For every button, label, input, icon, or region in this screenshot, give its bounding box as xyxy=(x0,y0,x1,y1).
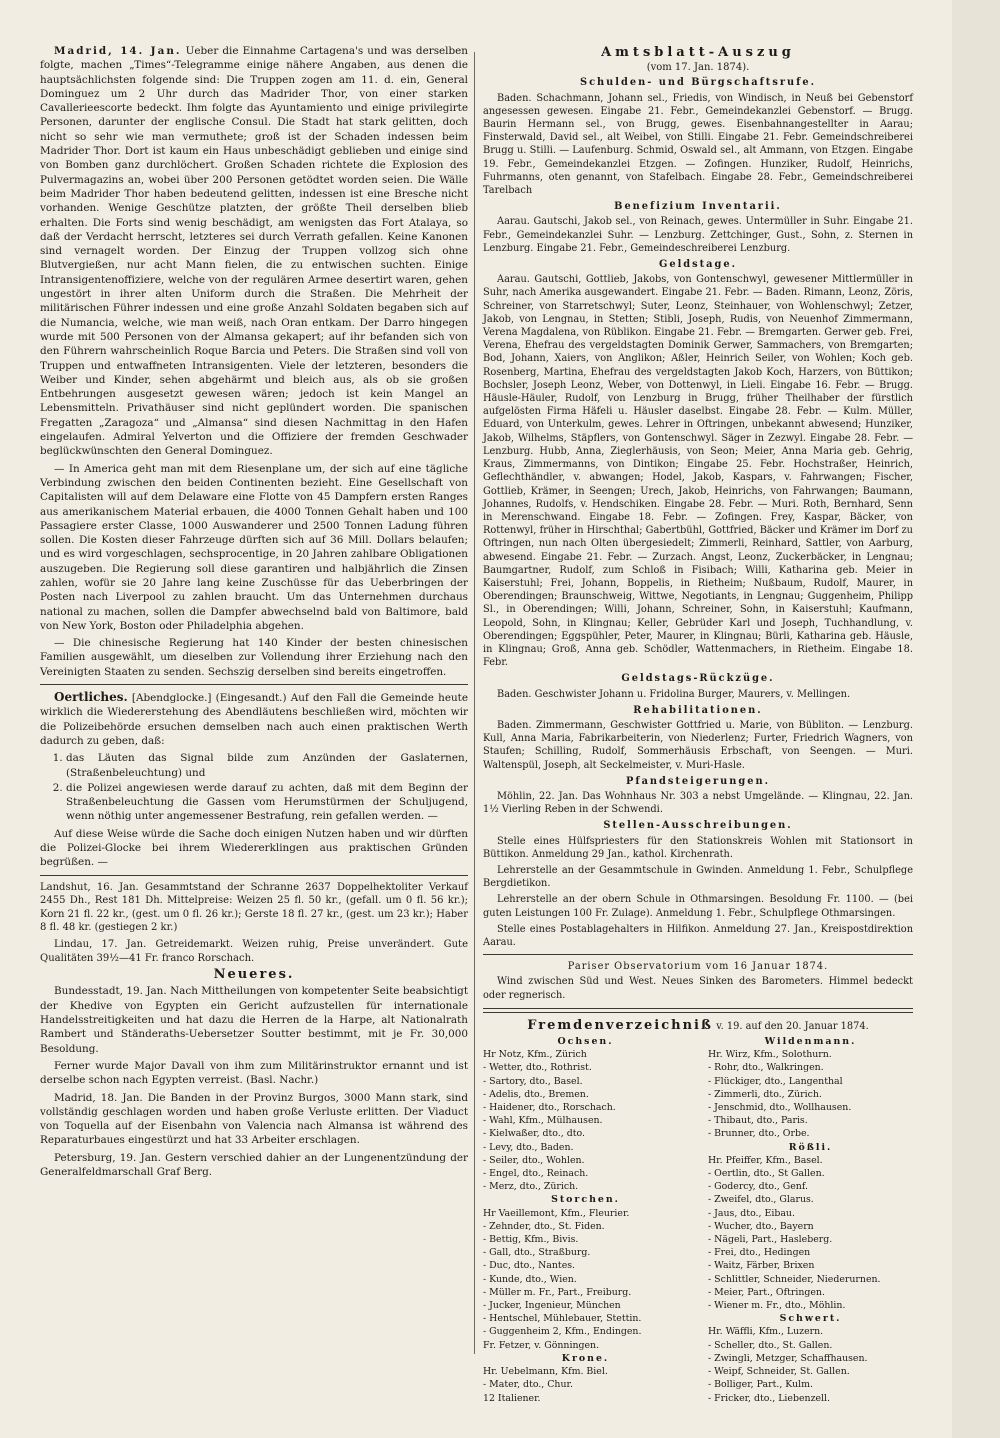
article-text: [Abendglocke.] (Eingesandt.) Auf den Fall die Gemeinde heute wirklich die Wiedererstehung des Abendläutens beschließen wird, möchten wir die Polizeibehörde ersuchen demselben nach auch einen praktischen Werth dadurch zu geben, daß: xyxy=(40,692,468,747)
stellen-item: Lehrerstelle an der obern Schule in Othmarsingen. Besoldung Fr. 1100. — (bei guten Leistungen 100 Fr. Zulage). Anmeldung 1. Febr., Schulpflege Othmarsingen. xyxy=(483,894,913,919)
stellen-item: Lehrerstelle an der Gesammtschule in Gwinden. Anmeldung 1. Febr., Schulpflege Bergdietikon. xyxy=(483,864,913,890)
guest-entry: - Schlittler, Schneider, Niederurnen. xyxy=(708,1273,881,1285)
news-item: Ferner wurde Major Davall von ihm zum Militärinstruktor ernannt und ist derselbe schon nach Egypten verreist. (Basl. Nachr.) xyxy=(40,1059,468,1087)
guest-entry: - Wucher, dto., Bayern xyxy=(708,1220,814,1232)
guest-entry: - Kunde, dto., Wien. xyxy=(483,1273,577,1285)
fremden-title: Fremdenverzeichniß xyxy=(527,1017,713,1033)
dateline: Madrid, 14. Jan. xyxy=(54,45,182,57)
observatory-title: Pariser Observatorium vom 16 Januar 1874. xyxy=(567,961,829,973)
guest-entry: - Wahl, Kfm., Mülhausen. xyxy=(483,1115,603,1127)
guest-entry: - Gall, dto., Straßburg. xyxy=(483,1247,591,1259)
guest-entry: - Zehnder, dto., St. Fiden. xyxy=(483,1220,605,1232)
guest-entry: Hr. Wäffli, Kfm., Luzern. xyxy=(708,1326,824,1338)
guest-entry: - Frei, dto., Hedingen xyxy=(708,1247,811,1259)
guest-entry: Hr Vaeillemont, Kfm., Fleurier. xyxy=(483,1207,630,1219)
hotel-name: Storchen. xyxy=(551,1194,620,1206)
rueckzuege-text: Baden. Geschwister Johann u. Fridolina Burger, Maurers, v. Mellingen. xyxy=(497,688,851,700)
hotel-name: Krone. xyxy=(561,1352,610,1364)
guest-entry: - Nägeli, Part., Hasleberg. xyxy=(708,1234,833,1246)
section-title-geldstage: Geldstage. xyxy=(658,259,738,271)
fremden-dates: v. 19. auf den 20. Januar 1874. xyxy=(716,1020,869,1032)
hotel-name: Schwert. xyxy=(779,1313,842,1325)
oertliches-list xyxy=(56,751,468,823)
section-title-pfand: Pfandsteigerungen. xyxy=(625,775,770,787)
guest-entry: - Hentschel, Mühlebauer, Stettin. xyxy=(483,1313,642,1325)
section-divider xyxy=(40,684,468,685)
guest-entry: - Bolliger, Part., Kulm. xyxy=(708,1379,814,1391)
hotel-name: Wildenmann. xyxy=(764,1036,857,1048)
news-item: Petersburg, 19. Jan. Gestern verschied dahier an der Lungenentzündung der Generalfeldmarschall Graf Berg. xyxy=(40,1151,468,1179)
fremden-heading xyxy=(483,1019,913,1033)
section-title-benefizium: Benefizium Inventarii. xyxy=(614,201,782,213)
guest-entry: - Guggenheim 2, Kfm., Endingen. xyxy=(483,1326,642,1338)
geldstage-text: Aarau. Gautschi, Gottlieb, Jakobs, von Gontenschwyl, gewesener Mittlermüller in Suhr, nach Amerika ausgewandert. Eingabe 21. Febr. — Baden. Rimann, Leonz, Zöris, Schreiner, von Starretschwyl; Suter, Leonz, Steinhauer, von Wohlenschwyl; Zetzer, Jakob, von Lengnau, in Stetten; Stibli, Joseph, Rudis, von Neuenhof Zimmermann, Verena Magdalena, von Rüblikon. Eingabe 21. Febr. — Bremgarten. Gerwer geb. Frei, Verena, Ehefrau des vergeldstagten Dominik Gerwer, Sammachers, von Bremgarten; Bod, Johann, Xaiers, von Anglikon; Aßler, Heinrich Seiler, von Wohlen; Koch geb. Rosenberg, Martina, Ehefrau des vergeldstagten Jakob Koch, Harzers, von Büttikon; Bochsler, Joseph Leonz, Weber, von Dottenwyl, in Lieli. Eingabe 16. Febr. — Brugg. Häusle-Häuler, Rudolf, von Lenzburg in Brugg, früher Theilhaber der fürstlich aufgelösten Firma Häfeli u. Häusler daselbst. Eingabe 28. Febr. — Kulm. Müller, Eduard, von Unterkulm, gewes. Lehrer in Oftringen, unbekannt abwesend; Hunziker, Jakob, Wilhelms, Stäpflers, von Gontenschwyl. Säger in Zezwyl. Eingabe 28. Febr. — Lenzburg. Hubb, Anna, Zieglerhäusis, von Seon; Meier, Anna Maria geb. Gehrig, Kraus, Zimmermanns, von Dintikon; Eingabe 25. Febr. Hochstraßer, Heinrich, Geflechthändler, v. abwangen; Hodel, Jakob, Kaspars, v. Fahrwangen; Fischer, Gottlieb, Krämer, in Seengen; Urech, Jakob, Heinrichs, von Fahrwangen; Baumann, Johannes, Rudolfs, v. Hendschiken. Eingabe 28. Febr. — Muri. Roth, Bernhard, Senn in Merenschwand. Eingabe 18. Febr. — Zofingen. Frey, Kaspar, Bäcker, von Rottenwyl, früher in Hirschthal; Gabertbühl, Gottfried, Bäcker und Krämer im Dorf zu Oftringen, nun nach Olten übergesiedelt; Zimmerli, Reinhard, Sattler, von Aarburg, abwesend. Eingabe 21. Febr. — Zurzach. Angst, Leonz, Zuckerbäcker, in Lengnau; Baumgartner, Rudolf, zum Schloß in Fisibach; Willi, Katharina geb. Meier in Kaiserstuhl; Frei, Johann, Boppelis, in Rietheim; Nußbaum, Rudolf, Maurer, in Oberendingen; Braunschweig, Wittwe, Negotiants, in Lengnau; Guggenheim, Philipp Sl., in Oberendingen; Willi, Johann, Schreiner, Sohn, in Kaiserstuhl; Kaufmann, Leopold, Sohn, in Klingnau; Keller, Gebrüder Karl und Joseph, Tuchhandlung, v. Oberendingen; Eggspühler, Peter, Maurer, in Klingnau; Bürli, Katharina geb. Häusle, in Klingnau; Groß, Anna geb. Schödler, Wattenmachers, in Rietheim. Eingabe 18. Febr. xyxy=(483,274,913,669)
article-china: — Die chinesische Regierung hat 140 Kinder der besten chinesischen Familien ausgewählt, um dieselben zur Vollendung ihrer Erziehung nach den Vereinigten Staaten zu senden. Sechszig derselben sind bereits eingetroffen. xyxy=(40,637,468,678)
guest-entry: - Seiler, dto., Wohlen. xyxy=(483,1154,585,1166)
guest-entry: - Oertlin, dto., St Gallen. xyxy=(708,1168,825,1180)
pfand-text: Möhlin, 22. Jan. Das Wohnhaus Nr. 303 a nebst Umgelände. — Klingnau, 22. Jan. 1½ Vierling Reben in der Schwendi. xyxy=(483,790,913,816)
guest-entry: - Duc, dto., Nantes. xyxy=(483,1260,576,1272)
guest-entry: - Bettig, Kfm., Bivis. xyxy=(483,1234,579,1246)
section-title-oertliches: Oertliches. xyxy=(54,690,128,705)
stellen-item: Stelle eines Hülfspriesters für den Stationskreis Wohlen mit Stationsort in Büttikon. Anmeldung 29 Jan., kathol. Kirchenrath. xyxy=(483,835,913,860)
guest-entry: - Jenschmid, dto., Wollhausen. xyxy=(708,1102,852,1114)
hotel-name: Rößli. xyxy=(788,1141,833,1153)
section-divider xyxy=(483,1008,913,1013)
guest-entry: Fr. Fetzer, v. Gönningen. xyxy=(483,1339,600,1351)
market-report-landshut: Landshut, 16. Jan. Gesammtstand der Schranne 2637 Doppelhektoliter Verkauf 2455 Dh., Rest 181 Dh. Mittelpreise: Weizen 25 fl. 50 kr., (gefall. um 0 fl. 56 kr.); Korn 21 fl. 22 kr., (gest. um 0 fl. 26 kr.); Gerste 18 fl. 27 kr., (gest. um 23 kr.); Haber 8 fl. 48 kr. (gestiegen 2 kr.) xyxy=(40,881,468,934)
news-item: Bundesstadt, 19. Jan. Nach Mittheilungen von kompetenter Seite beabsichtigt der Khedive von Egypten ein Gericht aufzustellen für internationale Handelsstreitigkeiten und hat dazu die Herren de la Harpe, alt Nationalrath Rambert und Ständeraths-Uebersetzer Soutter bestimmt, mit je Fr. 30,000 Besoldung. xyxy=(40,985,468,1055)
guest-entry: - Godercy, dto., Genf. xyxy=(708,1181,808,1193)
guest-entry: - Flückiger, dto., Langenthal xyxy=(708,1075,843,1087)
guest-entry: - Zweifel, dto., Glarus. xyxy=(708,1194,814,1206)
guest-entry: Hr Notz, Kfm., Zürich xyxy=(483,1049,587,1061)
observatory-text: Wind zwischen Süd und West. Neues Sinken des Barometers. Himmel bedeckt oder regnerisch. xyxy=(483,976,913,1001)
guest-entry: Hr. Pfeiffer, Kfm., Basel. xyxy=(708,1154,823,1166)
guest-entry: - Engel, dto., Reinach. xyxy=(483,1168,589,1180)
guest-entry: - Thibaut, dto., Paris. xyxy=(708,1115,808,1127)
section-title-rueckzuege: Geldstags-Rückzüge. xyxy=(621,673,775,685)
list-item: 1. das Läuten das Signal bilde zum Anzünden der Gaslaternen, (Straßenbeleuchtung) und xyxy=(66,751,468,780)
amtsblatt-title: Amtsblatt-Auszug xyxy=(601,45,795,60)
guest-entry: - Zimmerli, dto., Zürich. xyxy=(708,1088,822,1100)
hotel-name: Ochsen. xyxy=(557,1036,614,1048)
market-report-lindau: Lindau, 17. Jan. Getreidemarkt. Weizen ruhig, Preise unverändert. Gute Qualitäten 39½—41 Fr. franco Rorschach. xyxy=(40,939,468,964)
guest-entry: - Sartory, dto., Basel. xyxy=(483,1075,583,1087)
guest-entry: - Levy, dto., Baden. xyxy=(483,1141,574,1153)
article-text: Ueber die Einnahme Cartagena's und was derselben folgte, machen „Times“-Telegramme einige nähere Angaben, aus denen die hauptsächlichsten folgende sind: Die Truppen zogen am 11. d. ein, General Dominguez um 2 Uhr durch das Madrider Thor, von einer starken Cavallerieescorte bedeckt. Ihm folgte das Ayuntamiento und einige privilegirte Personen, darunter der englische Consul. Die Stadt hat stark gelitten, doch nicht so sehr wie man vermuthete; groß ist der Schaden indessen beim Madrider Thor. Dort ist kaum ein Haus unbeschädigt geblieben und einige sind von Bomben ganz durchlöchert. Großen Schaden richtete die Explosion des Pulvermagazins an, wobei über 200 Personen getödtet worden seien. Die Wälle beim Madrider Thor haben bedeutend gelitten, indessen ist eine Bresche nicht vorhanden. Wenige Geschütze platzten, der größte Theil derselben blieb erhalten. Die Forts sind wenig beschädigt, am wenigsten das Fort Atalaya, so daß der Verdacht herrscht, letzteres sei durch Verrath gefallen. Keine Kanonen sind vernagelt worden. Der Einzug der Truppen vollzog sich ohne Blutvergießen, nur acht Mann fielen, die zu entwischen suchten. Einige Intransigentenoffiziere, welche von der regulären Armee desertirt waren, gehen ungestört in ihrer alten Uniform durch die Straßen. Die Mehrheit der militärischen Führer indessen und eine große Anzahl Soldaten begaben sich auf die Numancia, welche, wie man weiß, nach Oran entkam. Der Darro hingegen wurde mit 500 Personen von der Almansa gekapert; auf ihr befanden sich von den Führern wahrscheinlich Roque Barcia und Peters. Die Straßen sind voll von Truppen und entwaffneten Intransigenten. Viele der letzteren, besonders die Weiber und Kinder, sehen abgehärmt und bleich aus, als ob sie großen Entbehrungen ausgesetzt gewesen wären; jedoch ist kein Mangel an Lebensmitteln. Privathäuser sind nicht geplündert worden. Die spanischen Fregatten „Zaragoza“ und „Almansa“ sind diesen Nachmittag in den Hafen eingelaufen. Admiral Yelverton und die Offiziere der fremden Geschwader beglückwünschten den General Dominguez. xyxy=(40,45,468,458)
article-oertliches xyxy=(40,690,468,748)
article-madrid-14 xyxy=(40,44,468,459)
guest-entry: - Haidener, dto., Rorschach. xyxy=(483,1102,616,1114)
guest-entry: - Scheller, dto., St. Gallen. xyxy=(708,1339,833,1351)
guest-entry: Hr. Wirz, Kfm., Solothurn. xyxy=(708,1049,832,1061)
oertliches-closing: Auf diese Weise würde die Sache doch einigen Nutzen haben und wir dürften die Polizei-Glocke bei ihrem Wiedererklingen aus praktischen Gründen begrüßen. — xyxy=(40,827,468,869)
amtsblatt-date: (vom 17. Jan. 1874). xyxy=(646,62,750,74)
guest-entry: - Meier, Part., Oftringen. xyxy=(708,1286,825,1298)
section-divider xyxy=(40,875,468,876)
section-divider xyxy=(483,954,913,955)
news-item: Madrid, 18. Jan. Die Banden in der Provinz Burgos, 3000 Mann stark, sind vollständig geschlagen worden und haben große Verluste erlitten. Der Viaduct von Toquella auf der Eisenbahn von Valencia nach Almansa ist während des Reparaturbaues eingestürzt und hat 33 Arbeiter erschlagen. xyxy=(40,1091,468,1147)
section-title-rehab: Rehabilitationen. xyxy=(633,704,763,716)
rehab-text: Baden. Zimmermann, Geschwister Gottfried u. Marie, von Bübliton. — Lenzburg. Kull, Anna Maria, Fabrikarbeiterin, von Niederlenz; Furter, Friedrich Wagners, von Staufen; Schilling, Rudolf, Sommerhäusis Erbschaft, von Seengen. — Muri. Waltenspül, Joseph, alt Seckelmeister, v. Muri-Hasle. xyxy=(483,719,913,771)
schulden-text: Baden. Schachmann, Johann sel., Friedis, von Windisch, in Neuß bei Gebenstorf angesessen gewesen. Eingabe 21. Febr., Gemeindekanzlei Gebenstorf. — Brugg. Baurin Hermann sel., von Brugg, gewes. Eisenbahnangestellter in Aarau; Finsterwald, David sel., alt Weibel, von Stilli. Eingabe 21. Febr. Gemeindschreiberei Brugg u. Stilli. — Laufenburg. Schmid, Oswald sel., alt Ammann, von Etzgen. Eingabe 19. Febr., Gemeindekanzlei Etzgen. — Zofingen. Hunziker, Rudolf, Heinrichs, Fuhrmanns, oten genannt, von Stafelbach. Eingabe 28. Febr., Gemeindschreiberei Tarelbach xyxy=(483,92,913,197)
guest-entry: - Jaus, dto., Eibau. xyxy=(708,1207,795,1219)
guest-list-right xyxy=(708,1035,913,1405)
benefizium-text: Aarau. Gautschi, Jakob sel., von Reinach, gewes. Untermüller in Suhr. Eingabe 21. Febr., Gemeindekanzlei Suhr. — Lenzburg. Zettchinger, Gust., Sohn, z. Sternen in Lenzburg. Eingabe 21. Febr., Gemeindeschreiberei Lenzburg. xyxy=(483,216,913,254)
section-title-neueres: Neueres. xyxy=(213,967,295,983)
guest-entry: - Weipf, Schneider, St. Gallen. xyxy=(708,1366,850,1378)
guest-entry: - Waitz, Färber, Brixen xyxy=(708,1260,815,1272)
guest-entry: - Brunner, dto., Orbe. xyxy=(708,1128,810,1140)
guest-list-left xyxy=(483,1035,688,1405)
guest-lists xyxy=(483,1035,913,1405)
list-item: 2. die Polizei angewiesen werde darauf zu achten, daß mit dem Beginn der Straßenbeleuchtung die Gassen vom Herumstürmen der Schuljugend, wenn nöthig unter angemessener Bestrafung, rein gefallen werden. — xyxy=(66,781,468,824)
guest-entry: - Rohr, dto., Walkringen. xyxy=(708,1062,824,1074)
guest-entry: 12 Italiener. xyxy=(483,1392,541,1404)
guest-entry: - Fricker, dto., Liebenzell. xyxy=(708,1392,831,1404)
guest-entry: - Merz, dto., Zürich. xyxy=(483,1181,579,1193)
guest-entry: Hr. Uebelmann, Kfm. Biel. xyxy=(483,1366,608,1378)
page-edge-shadow xyxy=(952,0,1000,1438)
section-title-schulden: Schulden- und Bürgschaftsrufe. xyxy=(580,77,816,89)
guest-entry: - Jucker, Ingenieur, München xyxy=(483,1300,621,1312)
guest-entry: - Müller m. Fr., Part., Freiburg. xyxy=(483,1286,632,1298)
guest-entry: - Zwingli, Metzger, Schaffhausen. xyxy=(708,1352,868,1364)
guest-entry: - Mater, dto., Chur. xyxy=(483,1379,573,1391)
guest-entry: - Wiener m. Fr., dto., Möhlin. xyxy=(708,1300,846,1312)
guest-entry: - Wetter, dto., Rothrist. xyxy=(483,1062,592,1074)
guest-entry: - Kielwaßer, dto., dto. xyxy=(483,1128,585,1140)
right-column xyxy=(483,44,913,1405)
column-divider xyxy=(474,52,475,1354)
section-title-stellen: Stellen-Ausschreibungen. xyxy=(603,820,793,832)
article-america: — In America geht man mit dem Riesenplane um, der sich auf eine tägliche Verbindung zwischen den beiden Continenten bezieht. Eine Gesellschaft von Capitalisten will auf dem Delaware eine Flotte von 45 Dampfern ersten Ranges aus amerikanischem Material erbauen, die 4000 Tonnen Gehalt haben und 100 Passagiere erster Classe, 1000 Auswanderer und 2500 Tonnen Ladung führen sollen. Die Kosten dieser Fahrzeuge dürften sich auf 36 Mill. Dollars belaufen; und es wird vorgeschlagen, sechsprocentige, in 20 Jahren zahlbare Obligationen auszugeben. Die Regierung soll diese garantiren und halbjährlich die Zinsen zahlen, wofür sie 20 Jahre lang keine Zuschüsse für das Ueberbringen der Posten nach Liverpool zu zahlen braucht. Um das Unternehmen durchaus national zu machen, sollen die Dampfer abwechselnd bald von Baltimore, bald von New York, Boston oder Philadelphia abgehen. xyxy=(40,462,468,632)
stellen-item: Stelle eines Postablagehalters in Hilfikon. Anmeldung 27. Jan., Kreispostdirektion Aarau. xyxy=(483,923,913,948)
left-column xyxy=(40,44,468,1182)
guest-entry: - Adelis, dto., Bremen. xyxy=(483,1088,589,1100)
